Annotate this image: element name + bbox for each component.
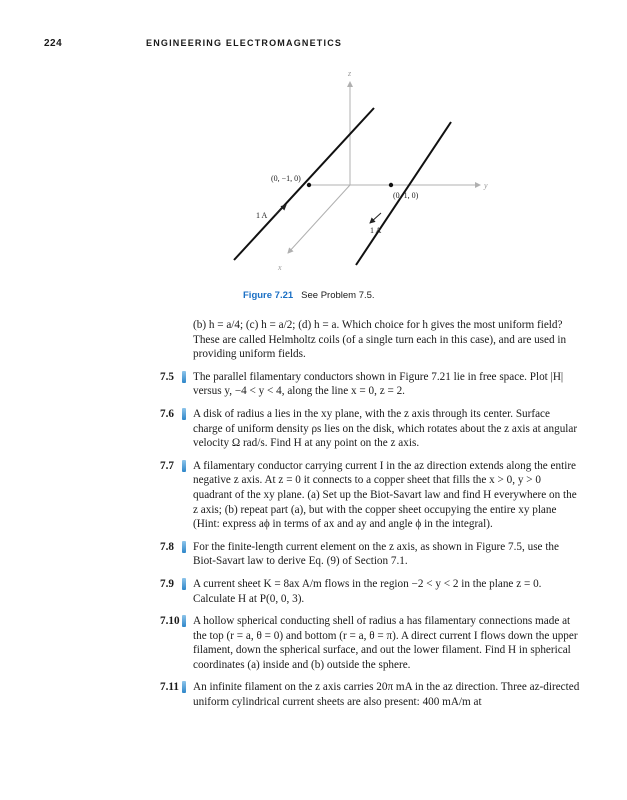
current-right-label: 1 A	[370, 226, 382, 235]
problem-item	[160, 459, 580, 532]
problem-number: 7.9	[160, 577, 174, 590]
problem-number: 7.7	[160, 459, 174, 472]
current-arrow-right	[370, 213, 381, 223]
point-left-dot	[307, 183, 311, 187]
continuation-text: (b) h = a/4; (c) h = a/2; (d) h = a. Which choice for h gives the most uniform field? These are called Helmholtz coils (of a single turn each in this case), and are used in providing uniform fields.	[193, 319, 567, 361]
point-right-label: (0, 1, 0)	[393, 191, 419, 200]
difficulty-bar-icon	[182, 578, 186, 590]
problem-item	[160, 680, 580, 709]
problem-item	[160, 577, 580, 606]
difficulty-bar-icon	[182, 460, 186, 472]
problem-text: A filamentary conductor carrying current I in the az direction extends along the entire negative z axis. At z = 0 it connects to a copper sheet that fills the x > 0, y > 0 quadrant of the xy plane. (a) Set up the Biot-Savart law and find H everywhere on the z axis; (b) repeat part (a), but with the copper sheet occupying the entire xy plane (Hint: express aϕ in terms of ax and ay and angle ϕ in the integral).	[193, 459, 577, 531]
current-left-label: 1 A	[256, 211, 268, 220]
point-left-label: (0, −1, 0)	[271, 174, 301, 183]
problem-item	[160, 407, 580, 451]
running-title: ENGINEERING ELECTROMAGNETICS	[146, 38, 343, 48]
problem-text: The parallel filamentary conductors shown in Figure 7.21 lie in free space. Plot |H| versus y, −4 < y < 4, along the line x = 0, z = 2.	[193, 370, 564, 398]
problem-number: 7.8	[160, 540, 174, 553]
problem-text: A disk of radius a lies in the xy plane, with the z axis through its center. Surface charge of uniform density ρs lies on the disk, which rotates about the z axis at angular velocity Ω rad/s. Find H at any point on the z axis.	[193, 407, 578, 450]
figure-diagram	[180, 60, 540, 285]
current-arrow-left	[275, 205, 286, 215]
problem-item	[160, 370, 580, 399]
problem-number: 7.6	[160, 407, 174, 420]
caption-number: Figure 7.21	[243, 290, 294, 301]
x-axis-label: x	[278, 263, 282, 272]
problem-list	[160, 318, 580, 718]
problem-number: 7.10	[160, 615, 180, 628]
difficulty-bar-icon	[182, 681, 186, 693]
figure-7-21	[180, 60, 540, 285]
problem-text: A hollow spherical conducting shell of radius a has filamentary connections made at the top (r = a, θ = 0) and bottom (r = a, θ = π). A direct current I flows down the upper filament, down the spherical surface, and out the lower filament. Find H in spherical coordinates (a) inside and (b) outside the sphere.	[193, 615, 578, 671]
conductor-left	[234, 108, 374, 260]
y-axis-label: y	[484, 181, 488, 190]
page-bottom-margin	[0, 782, 627, 800]
difficulty-bar-icon	[182, 408, 186, 420]
problem-item	[160, 540, 580, 569]
problem-text: An infinite filament on the z axis carries 20π mA in the az direction. Three az-directed uniform cylindrical current sheets are also present: 400 mA/m at	[193, 681, 580, 709]
problem-number: 7.11	[160, 681, 179, 694]
figure-caption	[243, 290, 375, 301]
page-header	[44, 38, 587, 52]
caption-text: See Problem 7.5.	[301, 290, 375, 301]
page-number: 224	[44, 38, 63, 49]
problem-text: A current sheet K = 8ax A/m flows in the region −2 < y < 2 in the plane z = 0. Calculate H at P(0, 0, 3).	[193, 577, 542, 605]
z-axis-label: z	[348, 69, 352, 78]
point-right-dot	[389, 183, 393, 187]
difficulty-bar-icon	[182, 371, 186, 383]
difficulty-bar-icon	[182, 541, 186, 553]
problem-text: For the finite-length current element on the z axis, as shown in Figure 7.5, use the Biot-Savart law to derive Eq. (9) of Section 7.1.	[193, 540, 559, 568]
difficulty-bar-icon	[182, 615, 186, 627]
problem-item	[160, 614, 580, 672]
x-axis	[288, 185, 350, 253]
problem-number: 7.5	[160, 370, 174, 383]
